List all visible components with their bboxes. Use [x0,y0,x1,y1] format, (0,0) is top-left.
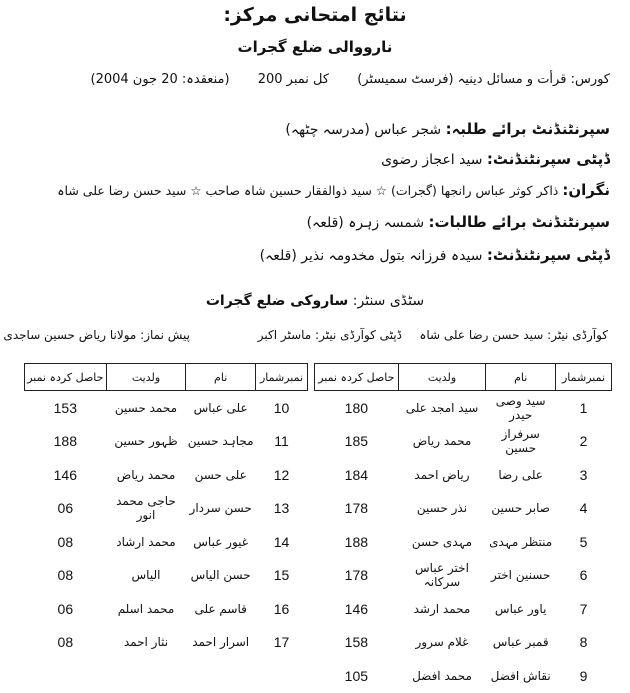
father: نثار احمد [123,635,169,650]
staff-value: ذاکر کوثر عباس رانجھا (گجرات) ☆ سید ذوالفقار حسین شاہ صاحب ☆ سید حسن رضا علی شاہ [57,183,559,198]
father: محمد ریاض [116,467,176,482]
table-row [315,391,612,425]
exam-center-name: نارووالی ضلع گجرات [237,38,393,56]
table-row [25,391,308,425]
deputy-coordinator: ڈپٹی کوآرڈی نیٹر: ماسٹر اکبر [257,328,402,342]
roll: 2 [579,433,588,450]
marks: 178 [344,567,369,584]
roll: 1 [579,399,588,416]
marks: 06 [57,500,74,517]
roll: 9 [579,667,588,684]
marks: 188 [53,433,77,450]
name: سرفراز حسین [501,427,540,456]
table-row [315,626,612,660]
coordinator: کوآرڈی نیٹر: سید حسن رضا علی شاہ [419,328,608,342]
marks: 178 [344,500,369,517]
marks: 185 [344,433,369,450]
name: قاسم علی [194,601,247,616]
staff-label: سپرنٹنڈنٹ برائے طالبات: [428,213,610,231]
name: مجاہد حسین [187,434,254,449]
roll: 4 [579,500,588,517]
table-row [315,492,612,526]
roll: 17 [273,634,290,651]
table-row [315,425,612,459]
name: حسن سردار [189,501,252,516]
staff-line [381,150,610,168]
marks: 180 [344,399,369,416]
name: حسن الیاس [190,568,251,583]
father: ریاض احمد [414,467,470,482]
col-father: ولدیت [106,364,186,391]
father: محمد ارشاد [116,534,176,549]
roll: 3 [579,466,588,483]
name: صابر حسین [491,501,550,516]
page-title: نتائج امتحانی مرکز: [223,4,407,26]
name: سید وصی حیدر [495,393,546,422]
name: غیور عباس [193,534,249,549]
table-row [315,592,612,626]
staff-value: شجر عباس (مدرسہ چٹھہ) [285,122,442,138]
marks: 146 [344,600,369,617]
father: الیاس [131,568,161,583]
table-row [25,492,308,526]
marks: 105 [344,667,369,684]
table-row [25,626,308,660]
roll: 13 [273,500,290,517]
name: نقاش افضل [490,668,551,683]
roll: 5 [579,533,588,550]
name: منتظر مہدی [489,534,553,549]
roll: 6 [579,567,588,584]
staff-label: سپرنٹنڈنٹ برائے طلبہ: [445,120,610,138]
marks: 06 [57,600,74,617]
name: یاور عباس [494,601,547,616]
father: محمد ارشد [413,601,471,616]
table-row [25,425,308,459]
results-table-right [314,363,612,693]
total-marks: کل نمبر 200 [257,72,330,87]
father: نذر حسین [416,501,468,516]
staff-line [307,213,610,231]
father: محمد اسلم [117,601,175,616]
table-row [25,592,308,626]
marks: 146 [53,466,77,483]
father: محمد ریاض [412,434,472,449]
marks: 153 [53,399,77,416]
father: ظہور حسین [114,434,178,449]
staff-line [285,120,610,138]
father: محمد حسین [114,400,178,415]
staff-value: شمسہ زہرہ (قلعہ) [306,215,425,231]
col-father: ولدیت [398,364,486,391]
results-table-left [24,363,308,659]
staff-value: سیدہ فرزانہ بتول مخدومہ نذیر (قلعہ) [259,248,483,264]
name: علی رضا [498,467,543,482]
name: اسرار احمد [192,635,250,650]
table-row [25,559,308,593]
col-name: نام [486,364,556,391]
course-name: کورس: قرأت و مسائل دینیہ (فرسٹ سمیسٹر) [357,72,610,87]
roll: 16 [273,600,290,617]
marks: 08 [57,634,74,651]
staff-line [57,181,610,199]
marks: 184 [344,466,369,483]
table-row [315,458,612,492]
roll: 10 [273,399,290,416]
name: حسنین اختر [491,568,551,583]
marks: 158 [344,634,369,651]
staff-label: ڈپٹی سپرنٹنڈنٹ: [486,150,610,168]
father: مہدی حسن [411,534,473,549]
roll: 14 [273,533,290,550]
marks: 08 [57,567,74,584]
table-row [315,559,612,593]
study-center-value: ساروکی ضلع گجرات [205,293,349,309]
roll: 7 [579,600,588,617]
father: اختر عباس سرکانہ [415,561,469,590]
name: علی حسن [194,467,247,482]
staff-label: نگران: [562,181,610,199]
father: سید امجد علی [405,400,479,415]
roll: 15 [273,567,290,584]
staff-value: سید اعجاز رضوی [381,152,483,168]
col-roll: نمبرشمار [556,364,612,391]
marks: 188 [344,533,369,550]
father: غلام سرور [415,635,469,650]
name: قمبر عباس [492,635,549,650]
roll: 11 [274,433,289,450]
table-row [315,525,612,559]
study-center-label: سٹڈی سنٹر: [352,293,425,309]
roll: 8 [579,634,588,651]
father: محمد افضل [412,668,472,683]
marks: 08 [57,533,74,550]
table-row [25,458,308,492]
father: حاجی محمد انور [116,494,176,523]
prayer-leader: پیش نماز: مولانا ریاض حسین ساجدی [3,328,190,342]
table-row [25,525,308,559]
col-marks: حاصل کردہ نمبر [25,364,107,391]
col-roll: نمبرشمار [256,364,308,391]
study-center [0,293,630,309]
held-date: (منعقدہ: 20 جون 2004) [90,72,230,87]
staff-label: ڈپٹی سپرنٹنڈنٹ: [486,246,610,264]
col-name: نام [186,364,256,391]
roll: 12 [273,466,290,483]
staff-line [260,246,610,264]
col-marks: حاصل کردہ نمبر [315,364,399,391]
course-line [66,72,610,87]
name: علی عباس [193,400,248,415]
